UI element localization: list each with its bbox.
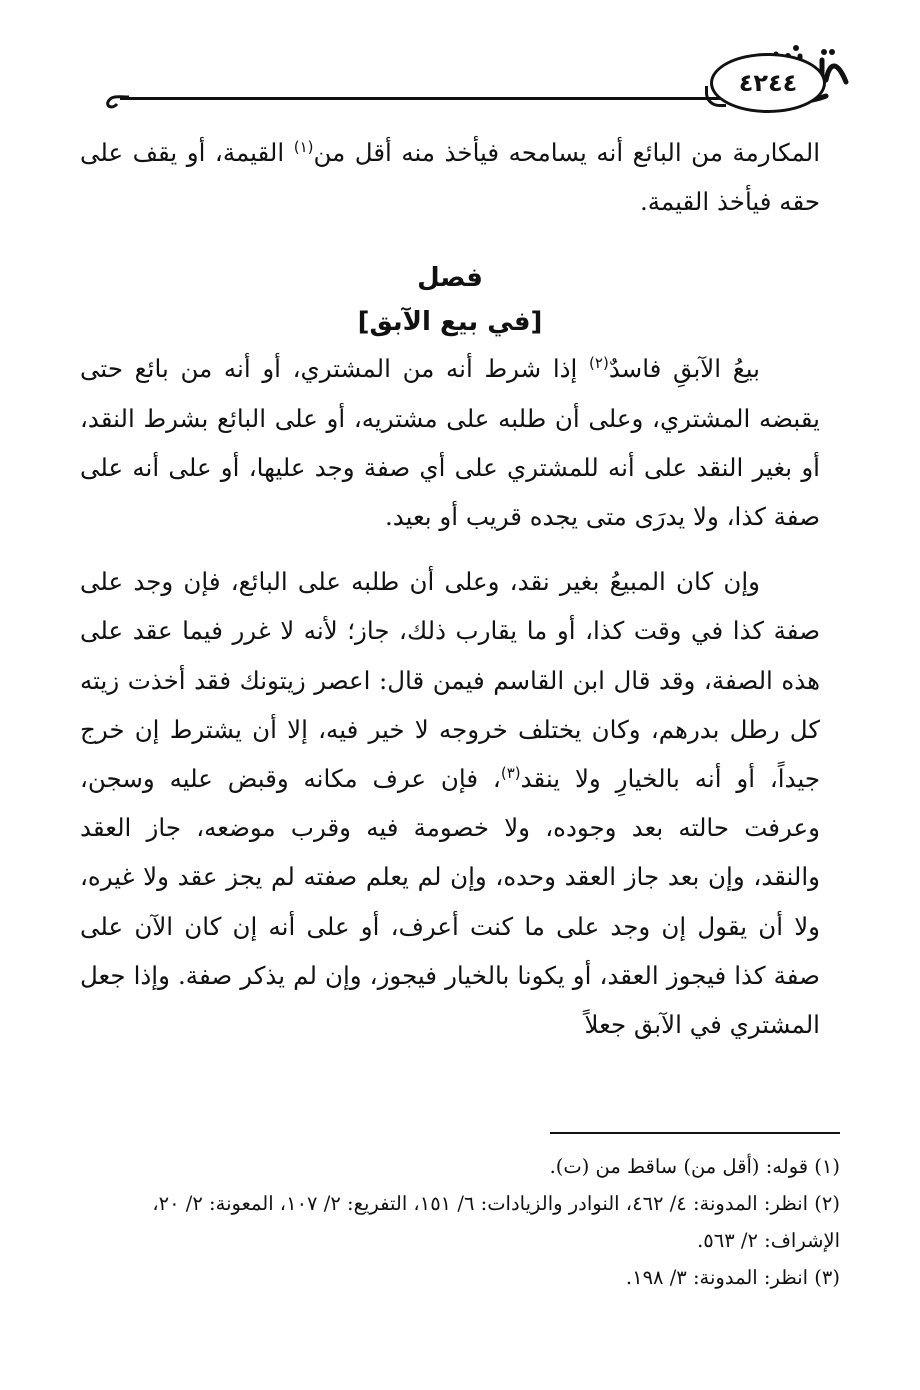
- paragraph-2-text-b: ، فإن عرف مكانه وقبض عليه وسجن، وعرفت حالته بعد وجوده، ولا خصومة فيه وقرب موضعه، جاز العقد والنقد، وإن بعد جاز العقد وحده، وإن لم يعلم صفته لم يجز عقد ولا غيره، ولا أن يقول إن وجد على ما كنت أعرف، أو على أنه إن كان الآن على صفة كذا فيجوز العقد، أو يكونا بالخيار فيجوز، وإن لم يذكر صفة. وإذا جعل المشتري في الآبق جعلاً: [80, 764, 820, 1040]
- section-subtitle: [في بيع الآبق]: [357, 307, 543, 338]
- paragraph-1-text-b: إذا شرط أنه من المشتري، أو أنه من بائع حتى يقبضه المشتري، وعلى أن طلبه على مشتريه، أو على البائع بشرط النقد، أو بغير النقد على أنه للمشتري على أي صفة وجد عليها، أو على أنه على صفة كذا، ولا يدرَى متى يجده قريب أو بعيد.: [80, 354, 820, 532]
- page-number-frame-tail: [705, 86, 726, 107]
- footnote-3: (٣) انظر: المدونة: ٣/ ١٩٨.: [625, 1266, 840, 1289]
- footnote-separator: [550, 1132, 840, 1134]
- paragraph-1: [80, 344, 820, 541]
- footnote-1: (١) قوله: (أقل من) ساقط من (ت).: [549, 1155, 840, 1178]
- footnote-2: (٢) انظر: المدونة: ٤/ ٤٦٢، النوادر والزيادات: ٦/ ١٥١، التفريع: ٢/ ١٠٧، المعونة: ٢/ ٢٠، الإشراف: ٢/ ٥٦٣.: [152, 1192, 840, 1252]
- paragraph-1-text-a: بيعُ الآبقِ فاسدٌ: [608, 354, 760, 384]
- paragraph-2: [80, 557, 820, 1049]
- footnote-ref-2: (٢): [589, 354, 609, 373]
- intro-paragraph: [80, 128, 820, 226]
- footnote-ref-3: (٣): [500, 763, 521, 782]
- header-ornament-icon: [105, 92, 131, 110]
- main-text: [80, 128, 820, 1049]
- header-rule: [120, 97, 728, 100]
- section-title: فصل: [417, 263, 483, 294]
- footnote-ref-1: (١): [293, 137, 314, 156]
- intro-text-rest: القيمة، أو يقف على حقه فيأخذ القيمة.: [80, 138, 820, 217]
- intro-text: المكارمة من البائع أنه يسامحه فيأخذ منه أقل من: [313, 138, 820, 167]
- paragraph-2-text-a: وإن كان المبيعُ بغير نقد، وعلى أن طلبه على البائع، فإن وجد على صفة كذا في وقت كذا، أو ما يقارب ذلك، جاز؛ لأنه لا غرر فيما عقد على هذه الصفة، وقد قال ابن القاسم فيمن قال: اعصر زيتونك فقد أخذت زيته كل رطل بدرهم، وكان يختلف خروجه لا خير فيه، إلا أن يشترط إن خرج جيداً، أو أنه بالخيارِ ولا ينقد: [80, 567, 820, 794]
- page-number: ٤٢٤٤: [738, 69, 798, 97]
- page-number-frame: [710, 53, 826, 113]
- footnotes: [80, 1148, 840, 1296]
